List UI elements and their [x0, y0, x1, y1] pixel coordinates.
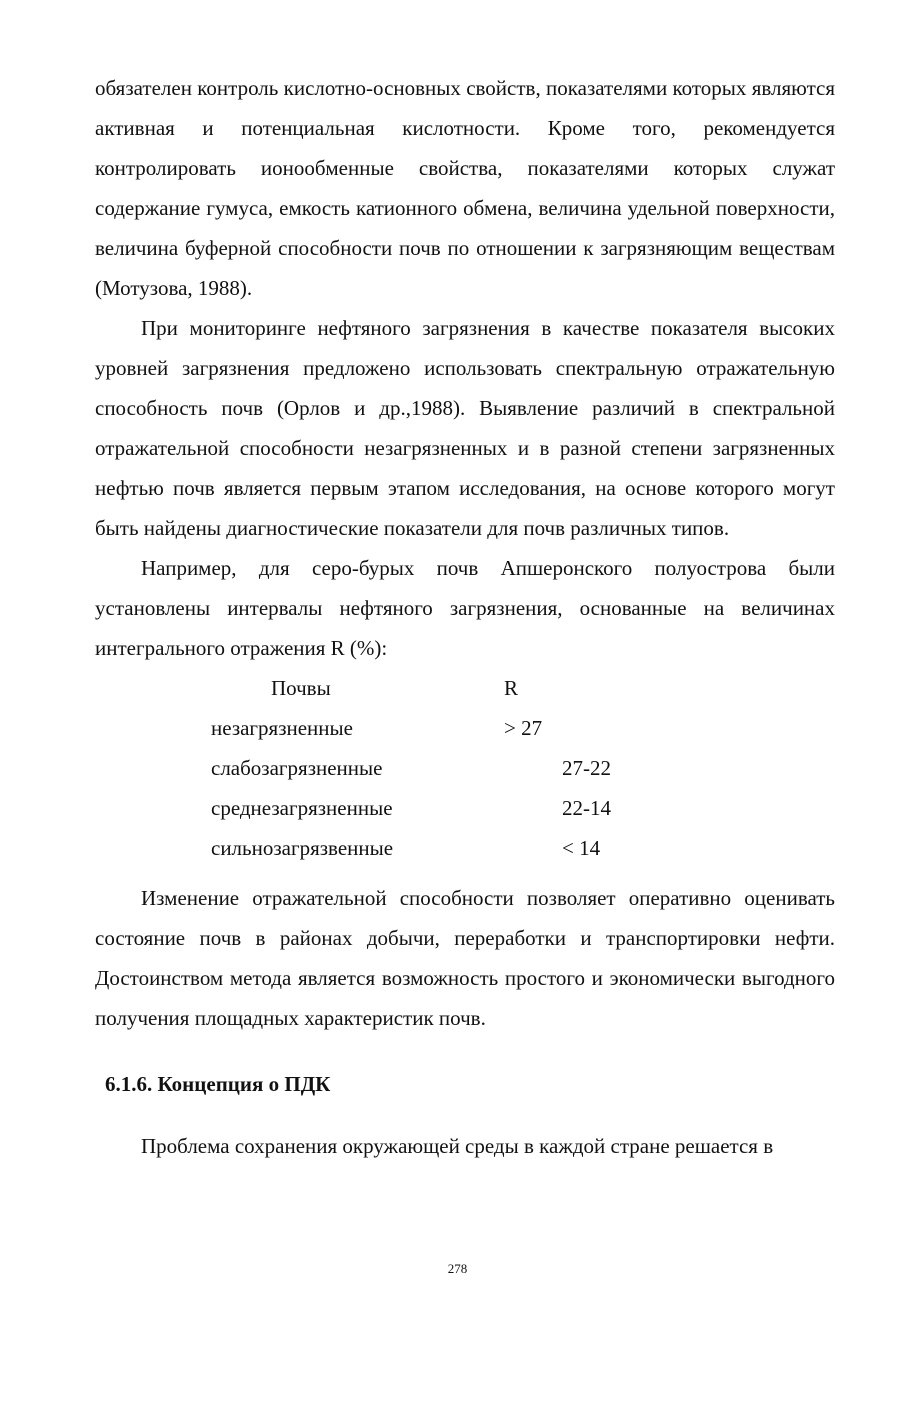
table-header-row	[95, 668, 835, 708]
table-cell-soil: среднезагрязненные	[211, 796, 393, 820]
paragraph-reflectance-change: Изменение отражательной способности позволяет оперативно оценивать состояние почв в районах добычи, переработки и транспортировки нефти. Достоинством метода является возможность простого и экономически выгодного получения площадных характеристик почв.	[95, 886, 835, 1030]
table-row	[95, 708, 835, 748]
table-row	[95, 788, 835, 828]
document-page	[95, 68, 835, 1166]
table-cell-soil: сильнозагрязвенные	[211, 836, 394, 860]
paragraph-environment-problem: Проблема сохранения окружающей среды в каждой стране решается в	[141, 1134, 774, 1158]
table-row	[95, 748, 835, 788]
paragraph-absheron-example: Например, для серо-бурых почв Апшеронского полуострова были установлены интервалы нефтяного загрязнения, основанные на величинах интегрального отражения R (%):	[95, 556, 835, 660]
section-heading: 6.1.6. Концепция о ПДК	[105, 1072, 331, 1096]
table-cell-soil: слабозагрязненные	[211, 756, 383, 780]
table-cell-r: > 27	[504, 716, 543, 740]
table-cell-r: 22-14	[562, 796, 611, 820]
table-cell-soil: незагрязненные	[211, 716, 353, 740]
table-cell-r: < 14	[562, 836, 601, 860]
page-number: 278	[447, 1261, 468, 1276]
table-cell-r: 27-22	[562, 756, 611, 780]
paragraph-oil-pollution-spectral: При мониторинге нефтяного загрязнения в качестве показателя высоких уровней загрязнения предложено использовать спектральную отражательную способность почв (Орлов и др.,1988). Выявление различий в спектральной отражательной способности незагрязненных и в разной степени загрязненных нефтью почв является первым этапом исследования, на основе которого могут быть найдены диагностические показатели для почв различных типов.	[95, 316, 835, 540]
pollution-intervals-table	[95, 668, 835, 868]
table-row	[95, 828, 835, 868]
paragraph-monitoring-acidity: обязателен контроль кислотно-основных свойств, показателями которых являются активная и потенциальная кислотности. Кроме того, рекомендуется контролировать ионообменные свойства, показателями которых служат содержание гумуса, емкость катионного обмена, величина удельной поверхности, величина буферной способности почв по отношении к загрязняющим веществам (Мотузова, 1988).	[95, 76, 835, 300]
table-header-soil: Почвы	[271, 676, 331, 700]
table-header-r: R	[504, 676, 519, 700]
